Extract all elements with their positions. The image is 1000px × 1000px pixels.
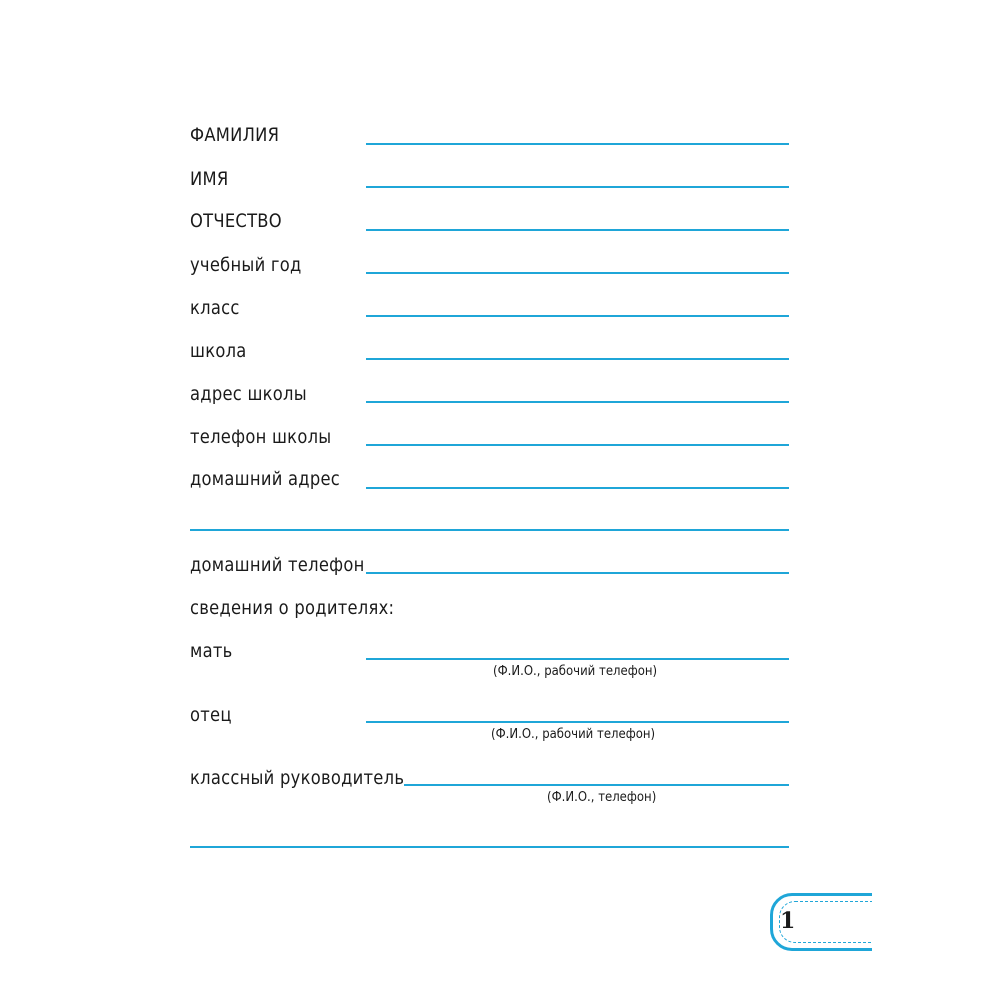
home-address-label: домашний адрес bbox=[190, 468, 341, 490]
school-label: школа bbox=[190, 340, 247, 362]
surname-label: ФАМИЛИЯ bbox=[190, 124, 280, 146]
name-field[interactable] bbox=[366, 186, 789, 188]
grade-field[interactable] bbox=[366, 315, 789, 317]
school-phone-field[interactable] bbox=[366, 444, 789, 446]
teacher-hint: (Ф.И.О., телефон) bbox=[547, 790, 657, 805]
father-field[interactable] bbox=[366, 721, 789, 723]
school-address-field[interactable] bbox=[366, 401, 789, 403]
father-hint: (Ф.И.О., рабочий телефон) bbox=[491, 727, 656, 742]
school-phone-label: телефон школы bbox=[190, 426, 332, 448]
teacher-field[interactable] bbox=[404, 784, 789, 786]
parents-info-label: сведения о родителях: bbox=[190, 597, 395, 619]
mother-field[interactable] bbox=[366, 658, 789, 660]
page-number: 1 bbox=[780, 908, 796, 934]
patronymic-label: ОТЧЕСТВО bbox=[190, 210, 282, 232]
grade-label: класс bbox=[190, 297, 240, 319]
school-year-label: учебный год bbox=[190, 254, 302, 276]
school-field[interactable] bbox=[366, 358, 789, 360]
school-year-field[interactable] bbox=[366, 272, 789, 274]
school-address-label: адрес школы bbox=[190, 383, 307, 405]
teacher-field-continued[interactable] bbox=[190, 846, 789, 848]
patronymic-field[interactable] bbox=[366, 229, 789, 231]
name-label: ИМЯ bbox=[190, 168, 229, 190]
home-phone-field[interactable] bbox=[366, 572, 789, 574]
teacher-label: классный руководитель bbox=[190, 767, 405, 789]
surname-field[interactable] bbox=[366, 143, 789, 145]
mother-hint: (Ф.И.О., рабочий телефон) bbox=[493, 664, 658, 679]
home-address-field-continued[interactable] bbox=[190, 529, 789, 531]
page-edge bbox=[872, 880, 1000, 970]
mother-label: мать bbox=[190, 640, 233, 662]
home-address-field[interactable] bbox=[366, 487, 789, 489]
father-label: отец bbox=[190, 704, 232, 726]
home-phone-label: домашний телефон bbox=[190, 554, 365, 576]
